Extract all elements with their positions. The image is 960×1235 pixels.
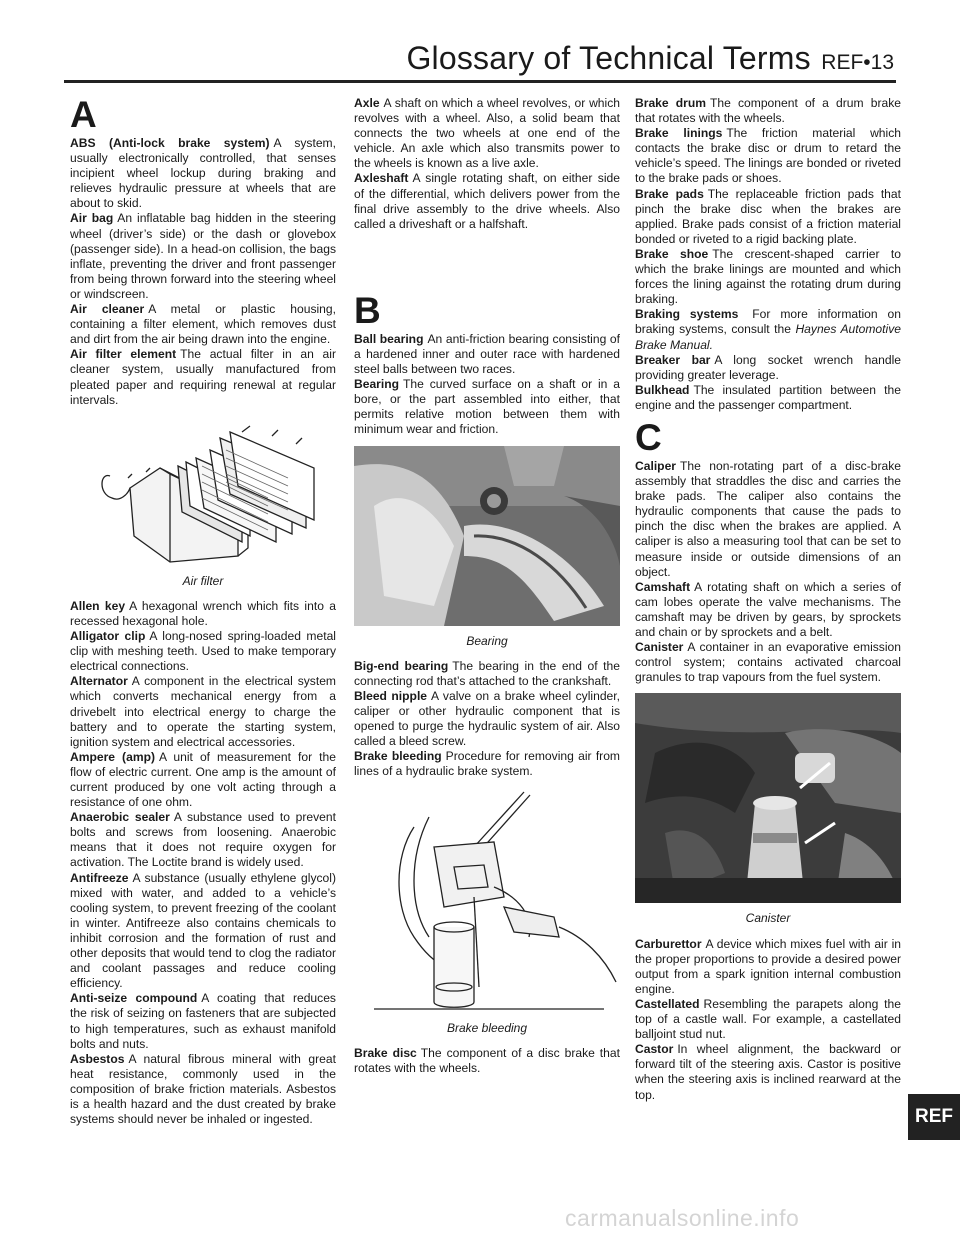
entry-term: Allen key (70, 598, 126, 613)
entry-definition: A container in an evaporative emission control system; contains activated charcoal granules to trap vapours from the fuel system. (635, 640, 901, 685)
section-b-entries-col3 (635, 96, 901, 307)
section-a-entries-end (354, 96, 620, 232)
canister-image (635, 693, 901, 903)
entry-term: Alternator (70, 674, 128, 689)
entry-term: Anti-seize compound (70, 991, 198, 1006)
entry-definition: A unit of measurement for the flow of electric current. One amp is the amount of current produced by one volt acting through a resistance of one ohm. (70, 749, 336, 810)
section-b-entries-col3-end (635, 353, 901, 413)
column-1 (70, 96, 336, 1127)
glossary-entry (635, 997, 901, 1042)
entry-definition: A hexagonal wrench which fits into a recessed hexagonal hole. (70, 598, 337, 628)
glossary-entry (354, 171, 620, 231)
entry-definition: A valve on a brake wheel cylinder, caliper or other hydraulic component that is opened to purge the hydraulic system of air. Also called a bleed screw. (354, 688, 620, 749)
glossary-entry (70, 302, 336, 347)
glossary-entry (354, 377, 620, 437)
entry-definition: The component of a disc brake that rotates with the wheels. (354, 1045, 620, 1075)
entry-definition: Procedure for removing air from lines of a hydraulic brake system. (354, 749, 621, 779)
glossary-entry (354, 659, 620, 689)
entry-definition: A long-nosed spring-loaded metal clip with meshing teeth. Used to make temporary electrical connections. (70, 629, 336, 674)
entry-term: Axleshaft (354, 171, 409, 186)
entry-definition: A coating that reduces the risk of seizing on fasteners that are subjected to high temperatures, such as exhaust manifold bolts and nuts. (70, 991, 336, 1051)
entry-definition: The curved surface on a shaft or in a bore, or the part assembled into either, that permits relative motion between them with minimum wear and friction. (354, 377, 620, 437)
glossary-entry (70, 211, 336, 302)
figure-air-filter (70, 416, 336, 589)
entry-definition: A system, usually electronically controlled, that senses incipient wheel lockup during braking and relieves hydraulic pressure at wheels that are about to skid. (70, 136, 336, 211)
section-letter-a: A (70, 94, 97, 135)
entry-term: Carburettor (635, 936, 702, 951)
entry-term: Camshaft (635, 579, 691, 594)
entry-term: Brake linings (635, 126, 723, 141)
entry-term: Castor (635, 1042, 674, 1057)
entry-term: Bearing (354, 377, 400, 392)
entry-term: Caliper (635, 458, 676, 473)
glossary-entry (70, 347, 336, 407)
figure-canister (635, 693, 901, 926)
bearing-image (354, 446, 620, 626)
entry-term: Brake bleeding (354, 749, 442, 764)
section-letter-c: C (635, 416, 662, 458)
entry-term: ABS (Anti-lock brake system) (70, 136, 270, 150)
ref-tab: REF (908, 1094, 960, 1140)
entry-term: Bulkhead (635, 382, 690, 397)
glossary-entry (70, 991, 336, 1051)
entry-term: Castellated (635, 996, 700, 1011)
entry-term: Brake pads (635, 186, 704, 201)
entry-definition: The replaceable friction pads that pinch the brake disc when the brakes are applied. Brake pads consist of a friction material bonded or riveted to a rigid backing plate. (635, 186, 901, 246)
glossary-entry (635, 353, 901, 383)
glossary-entry (354, 689, 620, 749)
glossary-entry (635, 937, 901, 997)
entry-definition: A metal or plastic housing, containing a filter element, which removes dust and dirt from the air being drawn into the engine. (70, 302, 336, 347)
entry-term: Canister (635, 640, 684, 655)
brake-bleeding-illustration (354, 787, 620, 1016)
entry-term: Big-end bearing (354, 658, 449, 673)
header-rule (64, 80, 896, 83)
entry-definition: A natural fibrous mineral with great heat resistance, commonly used in the composition of brake friction materials. Asbestos is a health hazard and the dust created by brake systems should never be inhaled or ingested. (70, 1051, 336, 1127)
glossary-entry (70, 810, 336, 870)
glossary-entry (635, 580, 901, 640)
entry-definition: A substance used to prevent bolts and screws from loosening. Anaerobic means that it does not require oxygen for activation. The Loctite brand is widely used. (70, 810, 336, 870)
entry-reference: Haynes Automotive Brake Manual. (635, 322, 901, 352)
section-a-entries (70, 136, 336, 408)
glossary-entry (70, 1052, 336, 1127)
glossary-entry (635, 1042, 901, 1102)
figure-brake-bleeding (354, 787, 620, 1035)
entry-definition: The actual filter in an air cleaner system, usually manufactured from pleated paper and requiring renewal at regular intervals. (70, 347, 336, 407)
entry-term: Air filter element (70, 347, 177, 362)
caption-air-filter: Air filter (182, 573, 224, 588)
glossary-entry (635, 96, 901, 126)
entry-definition: An inflatable bag hidden in the steering wheel (driver’s side) or the dash or glovebox (passenger side). In a head-on collision, the bags inflate, preventing the driver and front passenger from being thrown forward into the steering wheel or windscreen. (70, 211, 336, 301)
entry-term: Brake disc (354, 1045, 417, 1060)
entry-term: Brake drum (635, 96, 706, 110)
glossary-entry (70, 136, 336, 211)
glossary-entry (70, 599, 336, 629)
entry-term: Ampere (amp) (70, 749, 155, 764)
entry-term: Asbestos (70, 1051, 125, 1066)
entry-term: Antifreeze (70, 870, 129, 885)
entry-definition: A rotating shaft on which a series of cam lobes operate the valve mechanisms. The camshaft may be driven by gears, by sprockets and chain or by sprockets and a belt. (635, 579, 901, 639)
section-b-entries (354, 332, 620, 438)
glossary-entry (70, 629, 336, 674)
entry-definition: A long socket wrench handle providing greater leverage. (635, 352, 901, 382)
column-2 (354, 96, 620, 1076)
glossary-entry (354, 749, 620, 779)
entry-definition: The non-rotating part of a disc-brake assembly that straddles the disc and carries the brake pads. The caliper also contains the hydraulic components that cause the pads to pinch the disc when the brakes are applied. A caliper is also a measuring tool that can be set to measure inside or outside dimensions of an object. (635, 458, 901, 579)
glossary-entry (70, 674, 336, 749)
section-b-entries-end (354, 1046, 620, 1076)
entry-definition: In wheel alignment, the backward or forward tilt of the steering axis. Castor is positive when the steering axis is inclined rearward at the top. (635, 1042, 901, 1102)
page-number: REF•13 (821, 51, 894, 74)
page-title: Glossary of Technical Terms (406, 40, 811, 76)
glossary-entry (635, 383, 901, 413)
entry-definition: The component of a drum brake that rotates with the wheels. (635, 96, 901, 126)
glossary-entry (354, 332, 620, 377)
bearing-photo (354, 446, 620, 630)
entry-definition: A shaft on which a wheel revolves, or which revolves with a wheel. Also, a solid beam that connects the two wheels at one end of the vehicle. An axle which also transmits power to the wheels is known as a live axle. (354, 96, 620, 171)
entry-definition: A substance (usually ethylene glycol) mixed with water, and added to a vehicle’s cooling system, to prevent freezing of the coolant in winter. Antifreeze also contains chemicals to inhibit corrosion and the formation of rust and other deposits that would tend to clog the radiator and coolant passages and reduce cooling efficiency. (70, 870, 336, 991)
section-a-entries-continued (70, 599, 336, 1127)
entry-term: Air bag (70, 211, 114, 226)
entry-term: Air cleaner (70, 302, 145, 317)
entry-definition: A component in the electrical system which converts mechanical energy from a drivebelt into electrical energy to charge the battery and to operate the starting system, ignition system and electrical accessories. (70, 674, 336, 749)
section-b-entries-continued (354, 659, 620, 780)
entry-braking-systems (635, 307, 901, 352)
section-c-entries-continued (635, 937, 901, 1103)
glossary-entry (354, 96, 620, 171)
entry-definition: A device which mixes fuel with air in the proper proportions to provide a desired power output from a spark ignition internal combustion engine. (635, 936, 901, 996)
entry-term: Alligator clip (70, 629, 146, 644)
glossary-entry (354, 1046, 620, 1076)
entry-term: Breaker bar (635, 352, 711, 367)
glossary-entry (70, 871, 336, 992)
column-3 (635, 96, 901, 1103)
caption-bearing: Bearing (466, 633, 508, 648)
glossary-entry (70, 750, 336, 810)
glossary-entry (635, 126, 901, 186)
section-c-entries (635, 459, 901, 685)
watermark: carmanualsonline.info (565, 1205, 800, 1231)
glossary-entry (635, 247, 901, 307)
entry-term: Brake shoe (635, 246, 709, 261)
air-filter-illustration (70, 416, 336, 570)
glossary-entry (635, 459, 901, 580)
entry-term: Braking systems (635, 307, 739, 322)
caption-canister: Canister (745, 911, 791, 926)
brake-bleeding-drawing (354, 787, 620, 1012)
entry-term: Bleed nipple (354, 688, 428, 703)
entry-definition: Resembling the parapets along the top of a castle wall. For example, a castellated balljoint stud nut. (635, 996, 901, 1042)
entry-definition: The insulated partition between the engine and the passenger compartment. (635, 382, 901, 412)
page-header (406, 40, 894, 77)
glossary-entry (635, 187, 901, 247)
glossary-entry (635, 640, 901, 685)
entry-definition: An anti-friction bearing consisting of a hardened inner and outer race with hardened steel balls between two races. (354, 331, 620, 377)
entry-definition: For more information on braking systems, consult the (635, 307, 901, 337)
section-letter-b: B (354, 289, 381, 331)
entry-term: Anaerobic sealer (70, 810, 170, 825)
entry-definition: A single rotating shaft, on either side of the differential, which delivers power from the final drive assembly to the drive wheels. Also called a driveshaft or a halfshaft. (354, 171, 620, 231)
caption-brake-bleeding: Brake bleeding (446, 1020, 528, 1035)
entry-term: Ball bearing (354, 331, 424, 346)
entry-definition: The bearing in the end of the connecting rod that’s attached to the crankshaft. (354, 658, 620, 688)
canister-photo (635, 693, 901, 907)
figure-bearing (354, 446, 620, 649)
air-filter-drawing (70, 416, 336, 566)
spacer (354, 232, 620, 292)
entry-term: Axle (354, 96, 380, 110)
entry-definition: The friction material which contacts the brake disc or drum to retard the vehicle’s speed. The linings are bonded or riveted to the brake pads or shoes. (635, 126, 901, 186)
entry-definition: The crescent-shaped carrier to which the brake linings are mounted and which forces the lining against the rotating drum during braking. (635, 246, 901, 307)
